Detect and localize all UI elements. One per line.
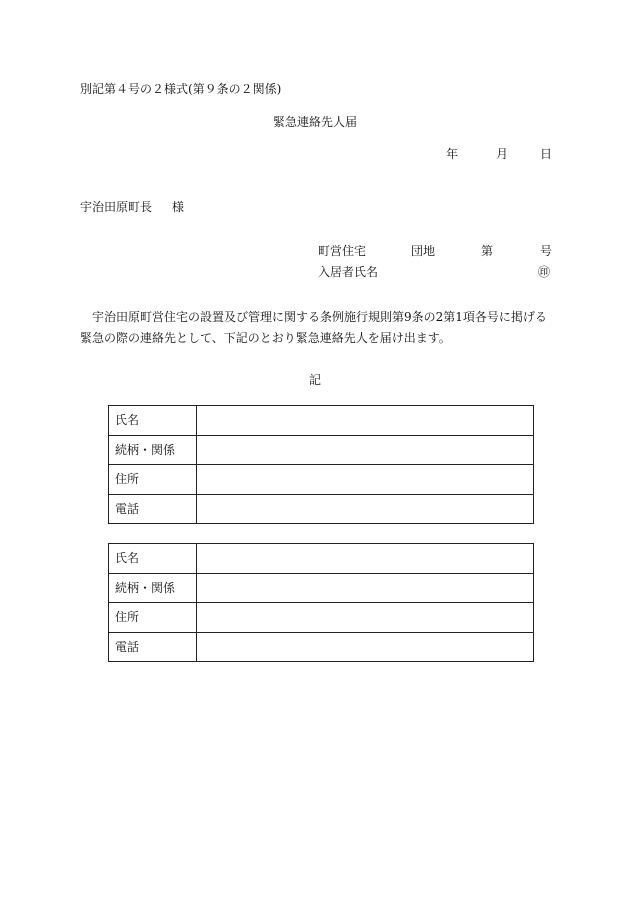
relation-label: 続柄・関係 xyxy=(109,435,197,465)
address-field[interactable] xyxy=(197,603,534,633)
table-row xyxy=(109,494,534,524)
phone-label: 電話 xyxy=(109,632,197,662)
ki-heading: 記 xyxy=(308,373,321,387)
name-field[interactable] xyxy=(197,406,534,436)
dai-label: 第 xyxy=(481,244,494,258)
housing-label: 町営住宅 xyxy=(318,244,367,258)
name-label: 氏名 xyxy=(109,544,197,574)
seal-mark: ㊞ xyxy=(538,265,551,279)
table-row xyxy=(109,406,534,436)
address-label: 住所 xyxy=(109,465,197,495)
number-label: 号 xyxy=(540,244,553,258)
table-row xyxy=(109,465,534,495)
relation-field[interactable] xyxy=(197,435,534,465)
address-label: 住所 xyxy=(109,603,197,633)
table-row xyxy=(109,544,534,574)
relation-field[interactable] xyxy=(197,573,534,603)
contact-table-1 xyxy=(108,405,534,524)
name-label: 氏名 xyxy=(109,406,197,436)
body-paragraph: 宇治田原町営住宅の設置及び管理に関する条例施行規則第9条の2第1項各号に掲げる緊急の際の連絡先として、下記のとおり緊急連絡先人を届け出ます。 xyxy=(80,310,547,345)
table-row xyxy=(109,573,534,603)
phone-label: 電話 xyxy=(109,494,197,524)
addressee-name: 宇治田原町長 xyxy=(80,200,153,214)
table-row xyxy=(109,632,534,662)
table-row xyxy=(109,435,534,465)
date-month-label: 月 xyxy=(496,147,509,161)
phone-field[interactable] xyxy=(197,632,534,662)
form-reference: 別記第４号の２様式(第９条の２関係) xyxy=(80,82,282,96)
table-row xyxy=(109,603,534,633)
date-year-label: 年 xyxy=(446,147,459,161)
contact-table-2 xyxy=(108,543,534,662)
address-field[interactable] xyxy=(197,465,534,495)
date-day-label: 日 xyxy=(540,147,553,161)
block-label: 団地 xyxy=(411,244,436,258)
addressee-honorific: 様 xyxy=(172,200,185,214)
phone-field[interactable] xyxy=(197,494,534,524)
relation-label: 続柄・関係 xyxy=(109,573,197,603)
resident-name-label: 入居者氏名 xyxy=(318,265,379,279)
document-title: 緊急連絡先人届 xyxy=(272,115,357,129)
name-field[interactable] xyxy=(197,544,534,574)
